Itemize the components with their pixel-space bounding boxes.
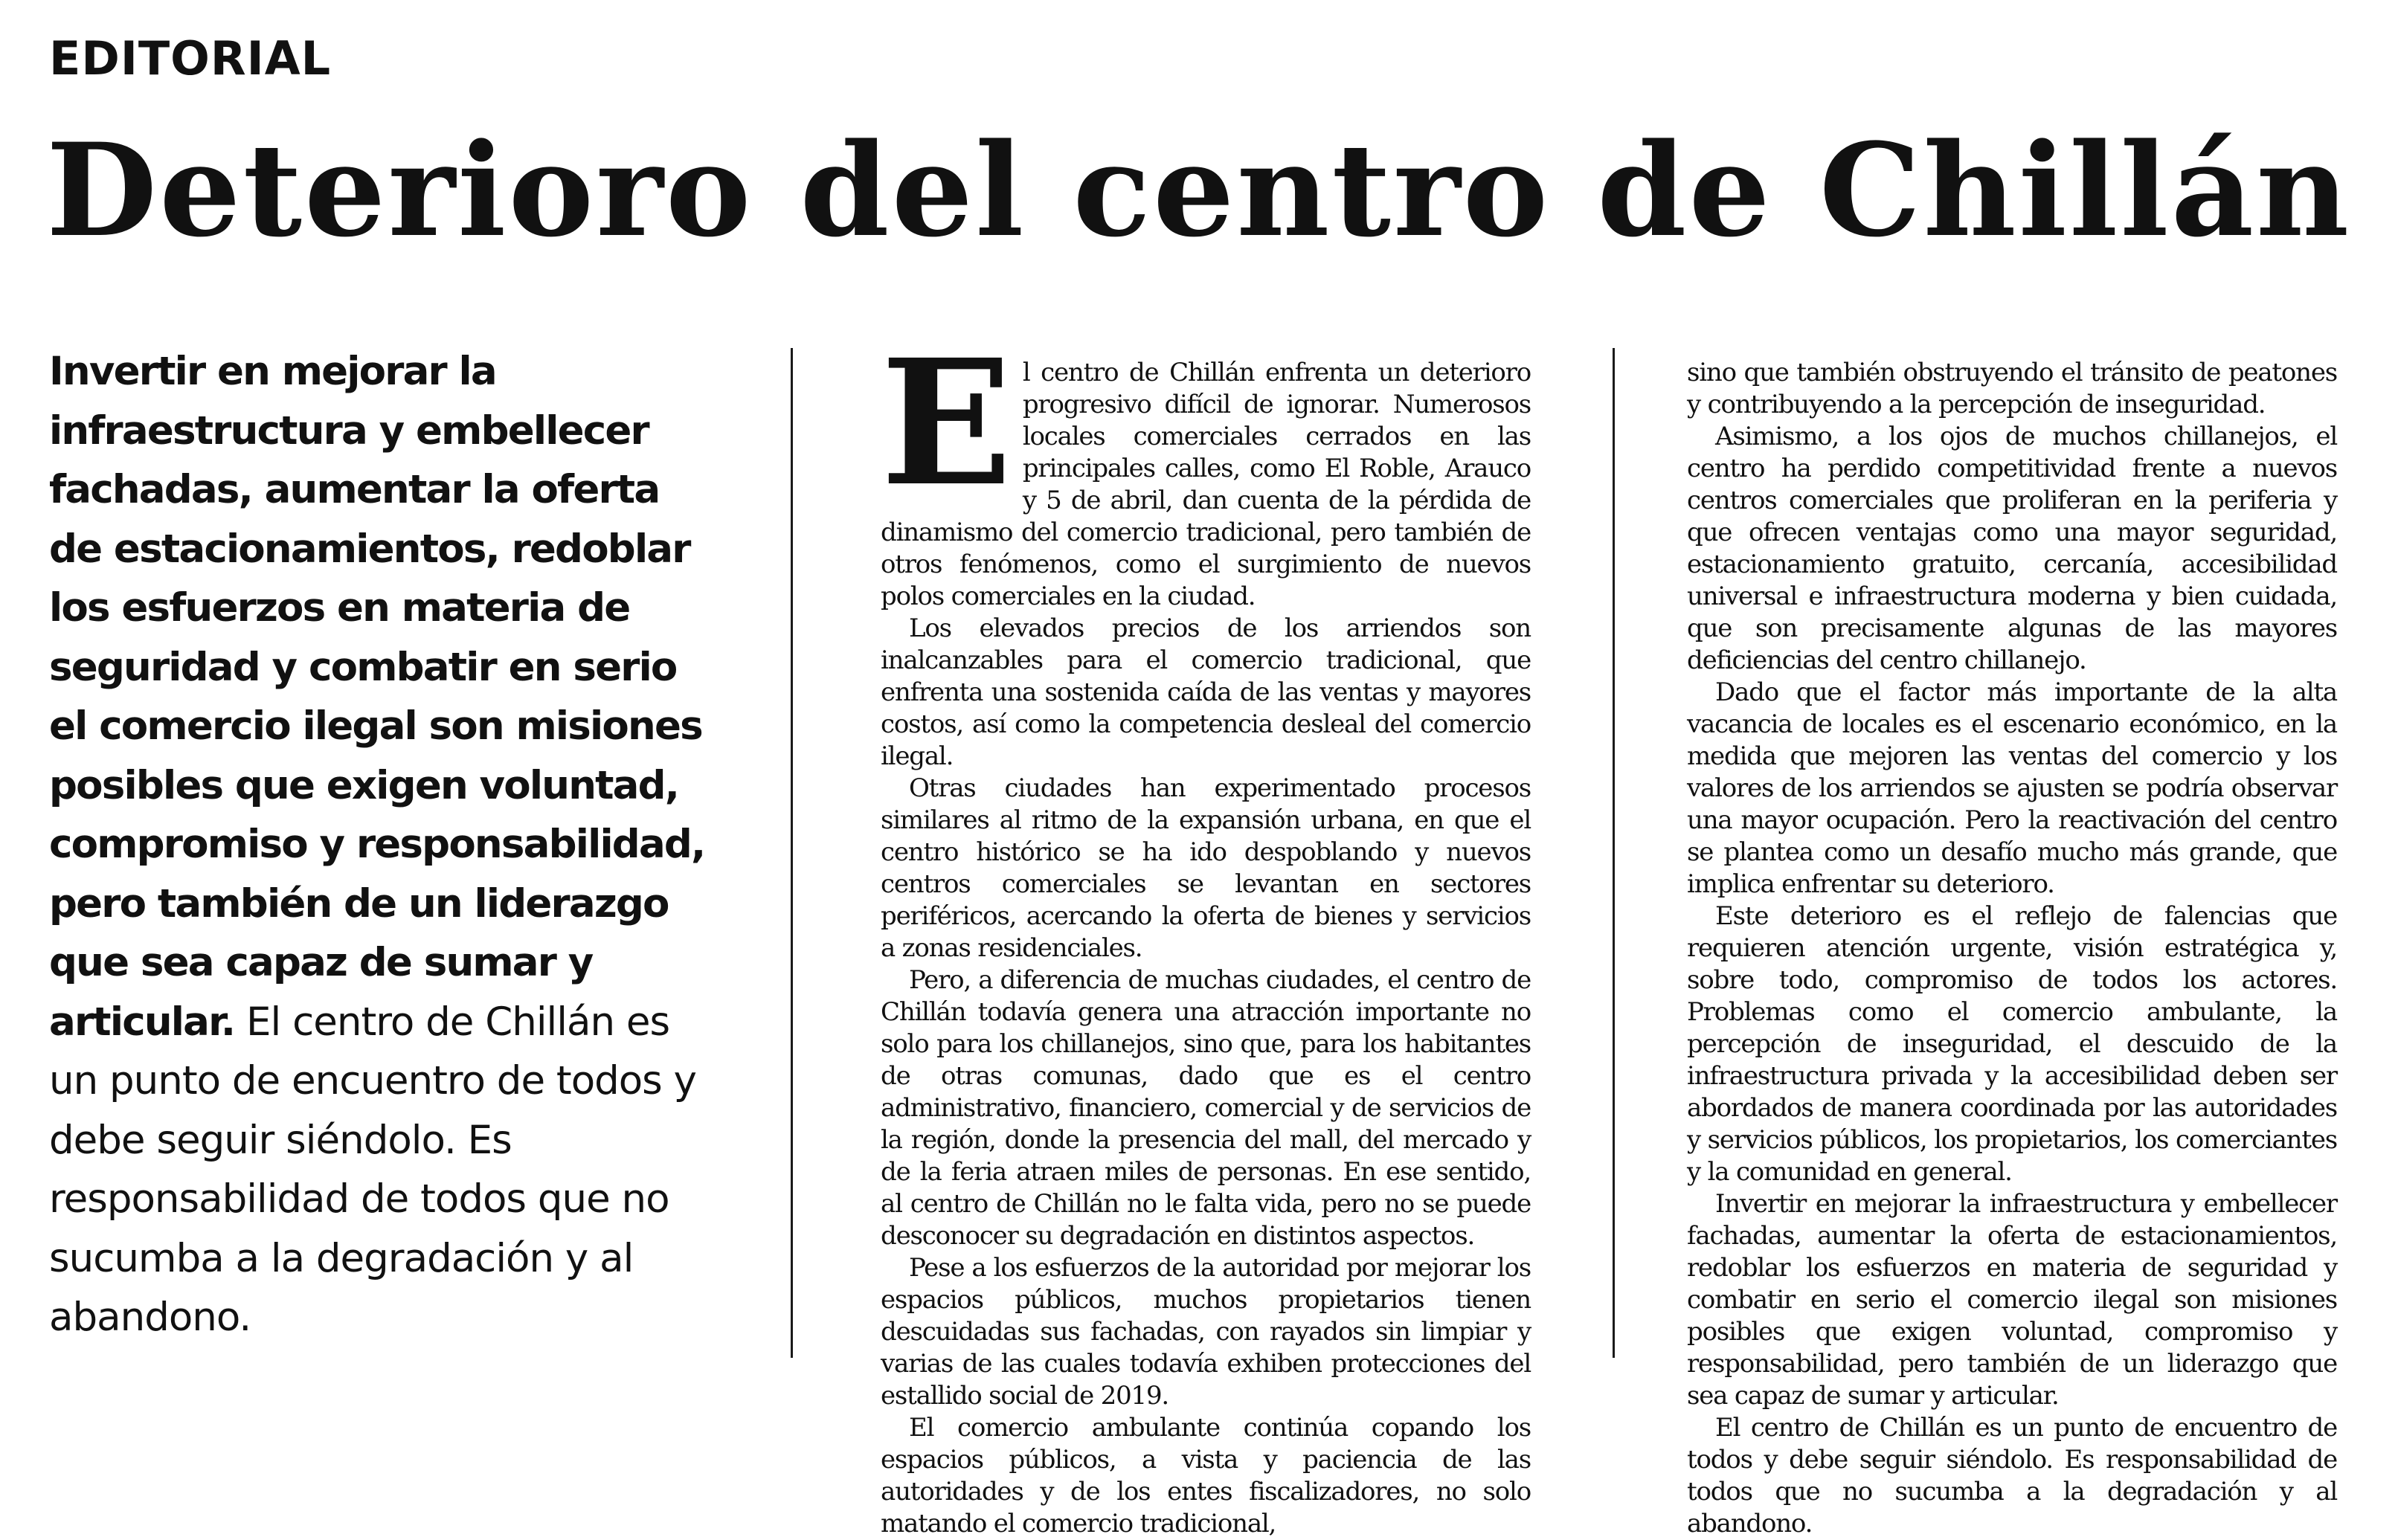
column-rule-right [1613,348,1615,1358]
headline: Deterioro del centro de Chillán [46,115,2352,265]
body-paragraph-continued: sino que también obstruyendo el tránsito de peatones y contribuyendo a la percepción de inseguridad. [1687,358,2337,419]
body-paragraph: El comercio ambulante continúa copando los espacios públicos, a vista y paciencia de las autoridades y de los entes fiscalizadores, no solo matando el comercio tradicional, [881,1413,1531,1539]
body-paragraph: Invertir en mejorar la infraestructura y embellecer fachadas, aumentar la oferta de estacionamientos, redoblar los esfuerzos en materia de seguridad y combatir en serio el comercio ilegal son misiones posibles que exigen voluntad, compromiso y responsabilidad, pero también de un liderazgo que sea capaz de sumar y articular. [1687,1189,2337,1411]
lead-regular-text: El centro de Chillán es un punto de encuentro de todos y debe seguir siéndolo. Es responsabilidad de todos que no sucumba a la degradación y al abandono. [49,999,697,1340]
body-paragraph: Los elevados precios de los arriendos son inalcanzables para el comercio tradicional, que enfrenta una sostenida caída de las ventas y mayores costos, así como la competencia desleal del comercio ilegal. [881,613,1531,771]
body-column-1 [881,321,1531,1540]
body-paragraph: Asimismo, a los ojos de muchos chillanejos, el centro ha perdido competitividad frente a nuevos centros comerciales que proliferan en la periferia y que ofrecen ventajas como una mayor seguridad, estacionamiento gratuito, cercanía, accesibilidad universal e infraestructura moderna y bien cuidada, que son precisamente algunas de las mayores deficiencias del centro chillanejo. [1687,422,2337,675]
body-column-2 [1687,357,2337,1540]
column-rule-left [791,348,793,1358]
body-paragraph: Este deterioro es el reflejo de falencias que requieren atención urgente, visión estratégica y, sobre todo, compromiso de todos los actores. Problemas como el comercio ambulante, la percepción de inseguridad, el descuido de la infraestructura privada y la accesibilidad deben ser abordados de manera coordinada por las autoridades y servicios públicos, los propietarios, los comerciantes y la comunidad en general. [1687,901,2337,1187]
drop-cap: E [881,321,1012,524]
section-label: EDITORIAL [49,31,332,86]
body-paragraph: Pese a los esfuerzos de la autoridad por mejorar los espacios públicos, muchos propietarios tienen descuidadas sus fachadas, con rayados sin limpiar y varias de las cuales todavía exhiben protecciones del estallido social de 2019. [881,1253,1531,1411]
body-paragraph: El centro de Chillán es un punto de encuentro de todos y debe seguir siéndolo. Es responsabilidad de todos que no sucumba a la degradación y al abandono. [1687,1413,2337,1539]
body-paragraph: Otras ciudades han experimentado procesos similares al ritmo de la expansión urbana, en que el centro histórico se ha ido despoblando y nuevos centros comerciales se levantan en sectores periféricos, acercando la oferta de bienes y servicios a zonas residenciales. [881,773,1531,963]
body-paragraph: Dado que el factor más importante de la alta vacancia de locales es el escenario económico, en la medida que mejoren las ventas del comercio y los valores de los arriendos se ajusten se podría observar una mayor ocupación. Pero la reactivación del centro se plantea como un desafío mucho más grande, que implica enfrentar su deterioro. [1687,677,2337,899]
body-paragraph: El centro de Chillán enfrenta un deterioro progresivo difícil de ignorar. Numerosos locales comerciales cerrados en las principales calles, como El Roble, Arauco y 5 de abril, dan cuenta de la pérdida de dinamismo del comercio tradicional, pero también de otros fenómenos, como el surgimiento de nuevos polos comerciales en la ciudad. [881,321,1531,611]
lead-paragraph [49,342,719,1347]
body-paragraph: Pero, a diferencia de muchas ciudades, el centro de Chillán todavía genera una atracción importante no solo para los chillanejos, sino que, para los habitantes de otras comunas, dado que es el centro administrativo, financiero, comercial y de servicios de la región, donde la presencia del mall, del mercado y de la feria atraen miles de personas. En ese sentido, al centro de Chillán no le falta vida, pero no se puede desconocer su degradación en distintos aspectos. [881,965,1531,1251]
lead-bold-text: Invertir en mejorar la infraestructura y embellecer fachadas, aumentar la oferta de estacionamientos, redoblar los esfuerzos en materia de seguridad y combatir en serio el comercio ilegal son misiones posibles que exigen voluntad, compromiso y responsabilidad, pero también de un liderazgo que sea capaz de sumar y articular. [49,349,705,1045]
